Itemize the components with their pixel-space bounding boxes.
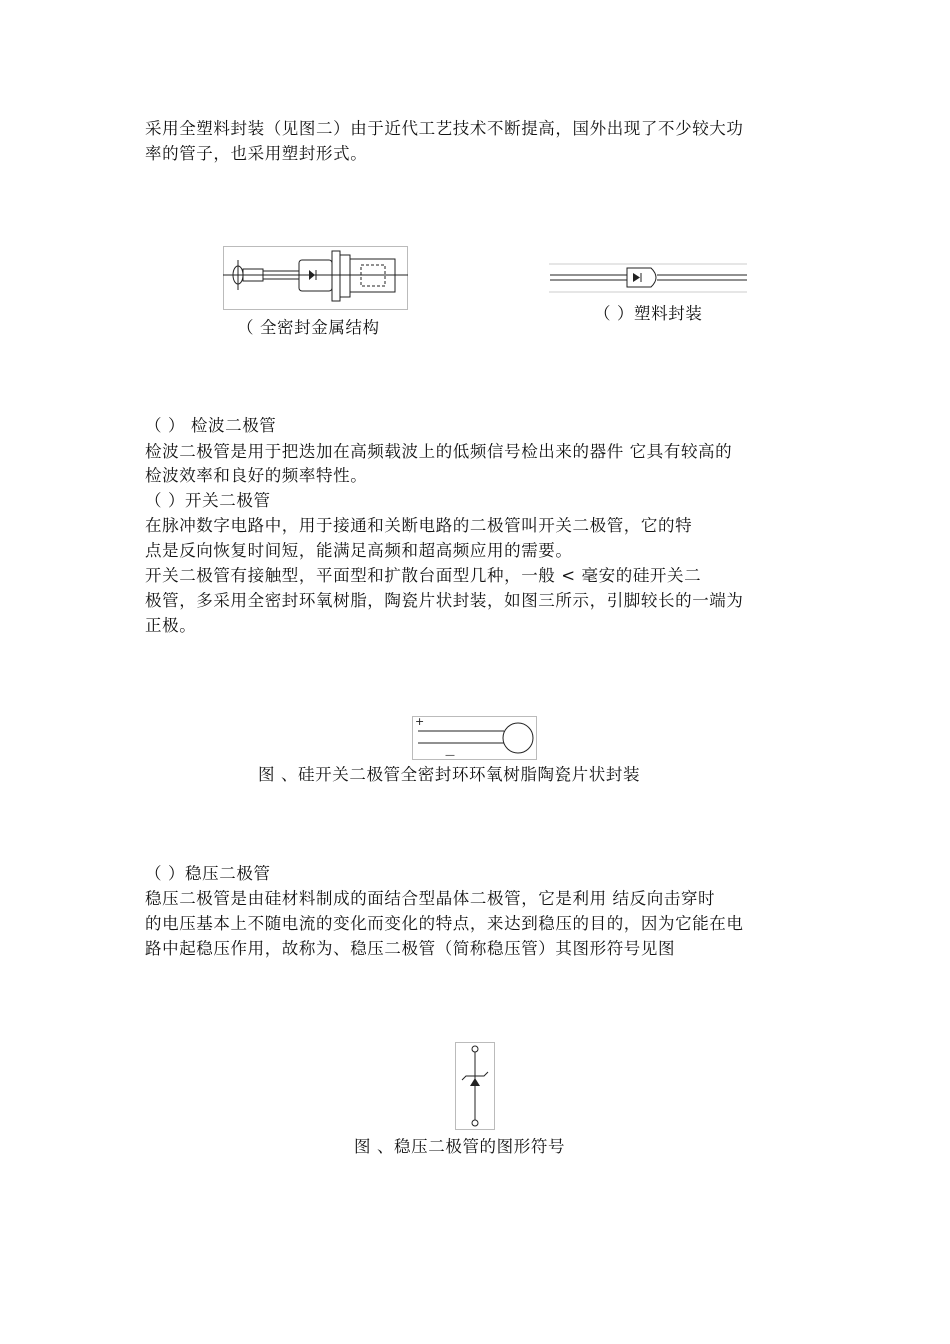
paragraph-4-line-3: 正极。 — [145, 616, 197, 635]
paragraph-4-line-1: 开关二极管有接触型，平面型和扩散台面型几种，一般 < 毫安的硅开关二 — [145, 566, 702, 585]
paragraph-4-line-2: 极管，多采用全密封环氧树脂，陶瓷片状封装，如图三所示，引脚较长的一端为 — [145, 591, 744, 610]
switching-diode-package-figure — [412, 716, 537, 760]
metal-package-figure — [223, 246, 408, 310]
figure-4-caption: 图 、稳压二极管的图形符号 — [354, 1137, 566, 1156]
paragraph-5-line-1: 稳压二极管是由硅材料制成的面结合型晶体二极管，它是利用 结反向击穿时 — [145, 889, 716, 908]
paragraph-1-line-2: 率的管子，也采用塑封形式。 — [145, 144, 368, 163]
zener-symbol-figure — [455, 1042, 495, 1130]
paragraph-2-line-1: 检波二极管是用于把迭加在高频载波上的低频信号检出来的器件 它具有较高的 — [145, 442, 733, 461]
metal-package-caption: （ 全密封金属结构 — [237, 318, 380, 337]
minus-label: — — [445, 750, 455, 760]
paragraph-2-line-2: 检波效率和良好的频率特性。 — [145, 466, 368, 485]
figure-3-caption: 图 、硅开关二极管全密封环环氧树脂陶瓷片状封装 — [258, 765, 641, 784]
paragraph-3-line-1: 在脉冲数字电路中，用于接通和关断电路的二极管叫开关二极管，它的特 — [145, 516, 693, 535]
paragraph-3-line-2: 点是反向恢复时间短，能满足高频和超高频应用的需要。 — [145, 541, 573, 560]
plus-label: + — [415, 716, 425, 728]
heading-zener-diode: （ ）稳压二极管 — [145, 864, 271, 883]
heading-switching-diode: （ ）开关二极管 — [145, 491, 271, 510]
plastic-package-figure — [549, 263, 747, 293]
paragraph-5-line-2: 的电压基本上不随电流的变化而变化的特点，来达到稳压的目的，因为它能在电 — [145, 914, 744, 933]
heading-detection-diode: （ ） 检波二极管 — [145, 416, 277, 435]
paragraph-5-line-3: 路中起稳压作用，故称为、稳压二极管（简称稳压管）其图形符号见图 — [145, 939, 676, 958]
paragraph-1-line-1: 采用全塑料封装（见图二）由于近代工艺技术不断提高，国外出现了不少较大功 — [145, 119, 744, 138]
plastic-package-caption: （ ）塑料封装 — [594, 304, 703, 323]
